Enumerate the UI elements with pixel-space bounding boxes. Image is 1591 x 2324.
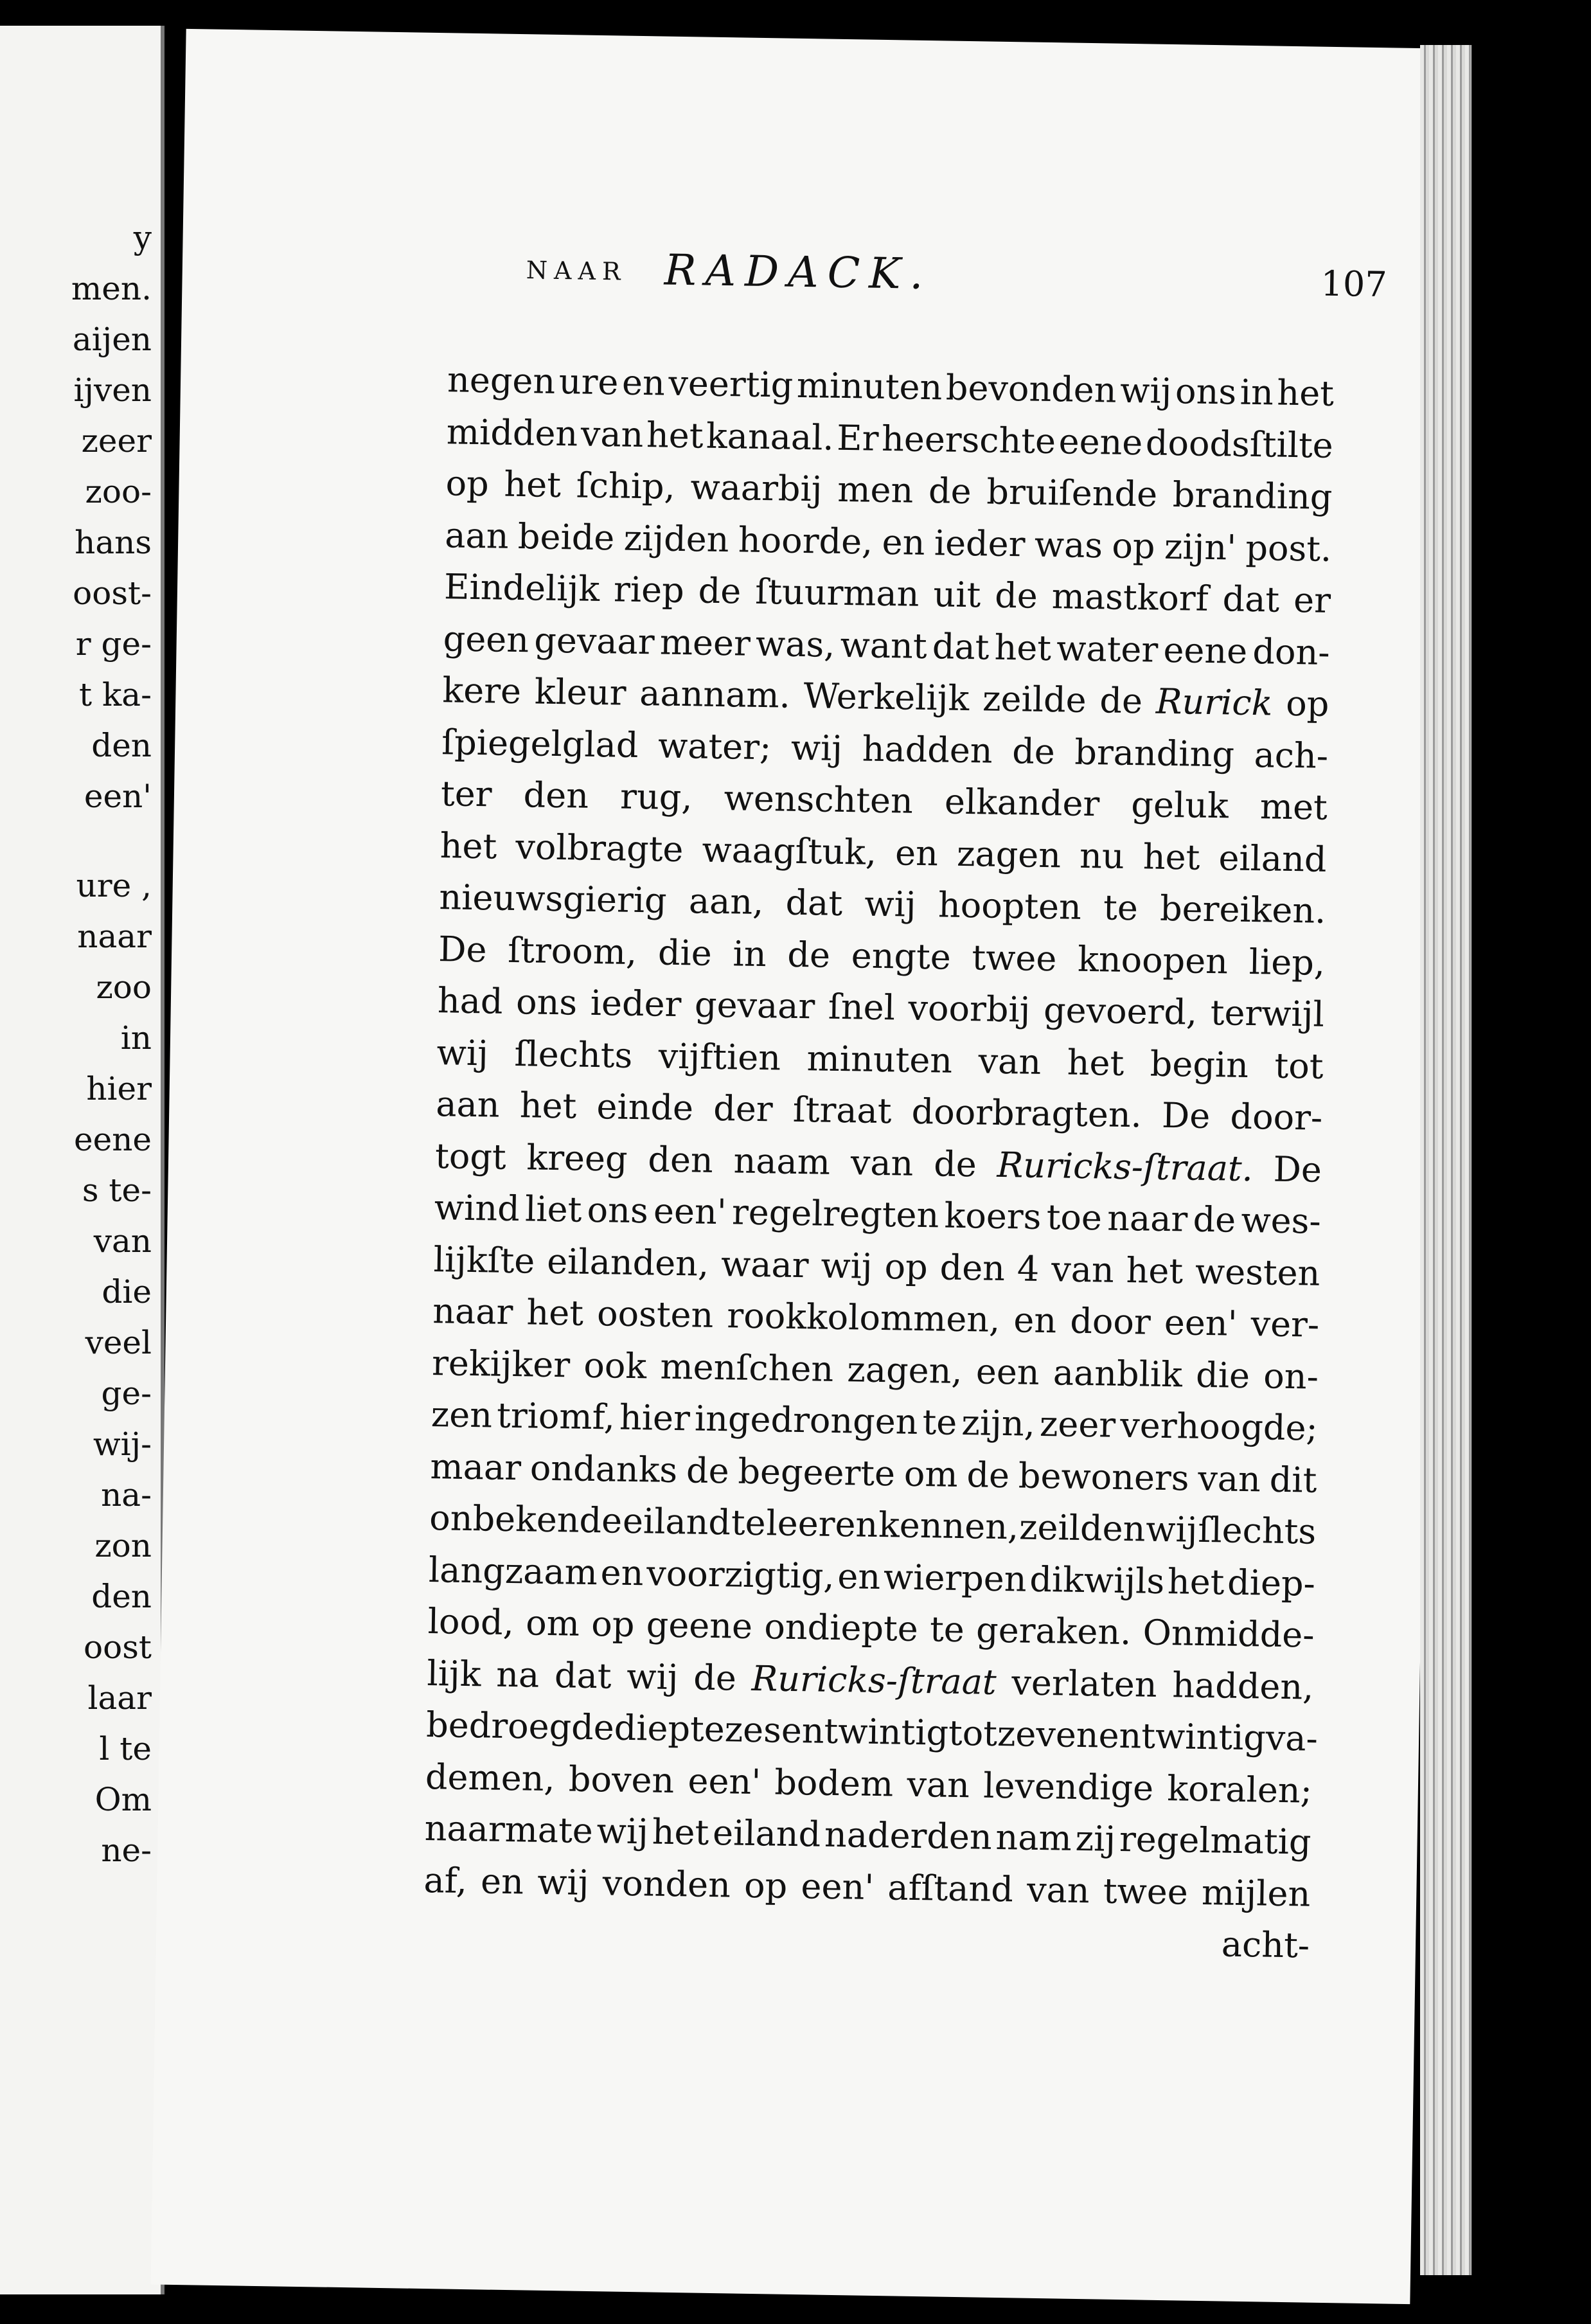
text-line: langzaam en voorzigtig, en wierpen dikwijls het diep- [428, 1549, 1316, 1604]
left-page-fragment: aijen [72, 321, 152, 358]
left-page-fragment: naar [77, 918, 152, 955]
text-line: naarmate wij het eiland naderden nam zij regelmatig [424, 1808, 1312, 1863]
left-page-fragment: in [120, 1019, 152, 1057]
text-line: wind liet ons een' regelregten koers toe naar de wes- [434, 1187, 1322, 1242]
left-page-fragment: wij- [93, 1426, 152, 1463]
text-line: ſpiegelglad water; wij hadden de branding ach- [441, 721, 1329, 776]
text-line: lijkſte eilanden, waar wij op den 4 van het westen [433, 1238, 1320, 1294]
left-page-fragment: veel [85, 1324, 152, 1361]
text-line: nieuwsgierig aan, dat wij hoopten te bereiken. [439, 877, 1326, 931]
left-page-fragment: laar [87, 1679, 152, 1717]
text-line: lood, om op geene ondiepte te geraken. Onmidde- [427, 1601, 1315, 1656]
left-page-fragment: een' [84, 778, 152, 815]
text-line: zen triomf, hier ingedrongen te zijn, zeer verhoogde; [431, 1394, 1319, 1449]
left-page-fragment: zoo- [85, 473, 152, 510]
text-line: lijk na dat wij de Ruricks-ſtraat verlaten hadden, [427, 1652, 1314, 1708]
text-line: wij ſlechts vijftien minuten van het begin tot [436, 1032, 1324, 1087]
running-head [526, 243, 1387, 314]
left-page-fragment: ge- [101, 1375, 152, 1412]
left-page-fragment: die [102, 1273, 152, 1310]
left-page-fragment: van [93, 1222, 152, 1260]
text-line: had ons ieder gevaar ſnel voorbij gevoerd, terwijl [437, 980, 1325, 1035]
left-page-fragment: hans [75, 524, 152, 561]
page-number: 107 [1320, 263, 1388, 305]
text-line: Eindelijk riep de ſtuurman uit de mastkorf dat er [443, 566, 1331, 621]
running-head-title: RADACK. [664, 245, 933, 299]
left-page-fragment: l te [99, 1730, 152, 1767]
page [151, 29, 1446, 2304]
left-page-fragment: y [133, 219, 152, 256]
left-page-fragment: oost [84, 1629, 152, 1666]
running-head-prefix: NAAR [526, 256, 627, 286]
text-line: op het ſchip, waarbij men de bruiſende branding [445, 463, 1333, 517]
left-page-fragment: eene [74, 1121, 152, 1158]
left-page-fragment: men. [71, 270, 152, 307]
left-page-fragment: zon [94, 1527, 152, 1564]
text-line: midden van het kanaal. Er heerschte eene doodsſtilte [446, 411, 1334, 466]
left-page-fragment: den [91, 727, 152, 764]
left-facing-page [0, 26, 164, 2294]
left-page-fragment: oost- [73, 575, 152, 612]
text-line: togt kreeg den naam van de Ruricks-ſtraat. De [434, 1135, 1322, 1190]
left-page-fragment: den [91, 1578, 152, 1615]
page-edge [1420, 45, 1471, 2275]
left-page-fragment: hier [86, 1070, 152, 1107]
left-page-fragment: zeer [81, 422, 152, 460]
text-line: aan beide zijden hoorde, en ieder was op zijn' post. [444, 514, 1332, 569]
catchword: acht- [1221, 1924, 1310, 1966]
text-line: het volbragte waagſtuk, en zagen nu het eiland [440, 825, 1328, 880]
text-line: demen, boven een' bodem van levendige koralen; [425, 1756, 1313, 1811]
left-page-fragment: s te- [82, 1172, 152, 1209]
left-page-fragment: ure , [76, 867, 152, 904]
left-page-fragment: t ka- [79, 676, 152, 713]
left-page-fragment: r ge- [75, 625, 152, 663]
left-page-fragment: na- [101, 1476, 152, 1514]
left-page-fragment: Om [94, 1781, 152, 1818]
text-line: rekijker ook menſchen zagen, een aanblik die on- [431, 1342, 1319, 1397]
text-line: geen gevaar meer was, want dat het water eene don- [443, 618, 1331, 673]
text-line: maar ondanks de begeerte om de bewoners van dit [430, 1445, 1317, 1501]
body-text [423, 354, 1335, 1972]
left-page-fragment: ne- [101, 1832, 152, 1869]
text-line: af, en wij vonden op een' afſtand van twee mijlen [423, 1859, 1311, 1915]
text-line: onbekende eiland te leeren kennen, zeilden wij ſlechts [429, 1497, 1317, 1552]
text-line: kere kleur aannam. Werkelijk zeilde de Rurick op [442, 670, 1329, 724]
text-line: aan het einde der ſtraat doorbragten. De door- [435, 1084, 1323, 1138]
text-line: naar het oosten rookkolommen, en door een' ver- [432, 1291, 1320, 1345]
text-line: De ſtroom, die in de engte twee knoopen liep, [438, 928, 1326, 983]
left-page-fragment: zoo [96, 969, 152, 1006]
left-page-fragment: ijven [73, 371, 152, 409]
text-line: ter den rug, wenschten elkander geluk met [440, 773, 1328, 828]
text-line: bedroeg de diepte zesentwintig tot zevenentwintig va- [425, 1704, 1319, 1759]
text-line: negen ure en veertig minuten bevonden wij ons in het [447, 359, 1335, 414]
